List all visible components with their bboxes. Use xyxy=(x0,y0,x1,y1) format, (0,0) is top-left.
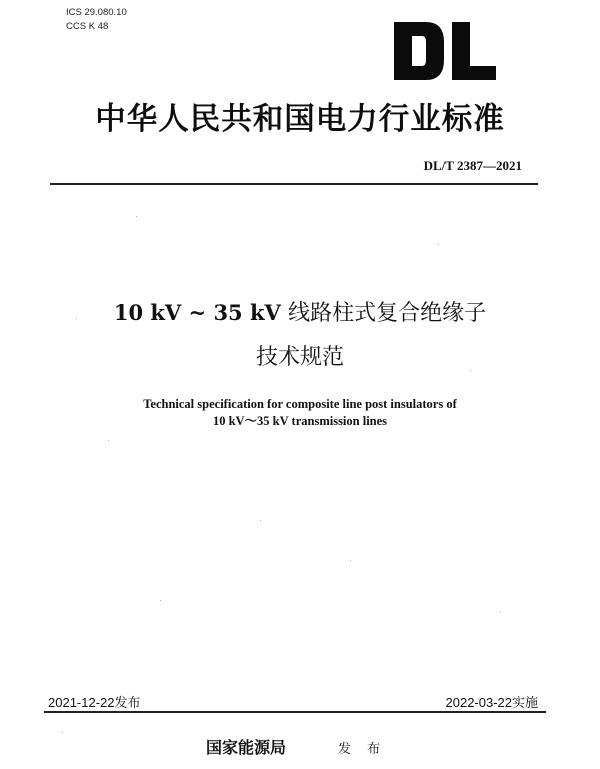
publisher-name: 国家能源局 xyxy=(206,738,287,757)
footer-divider xyxy=(44,711,546,713)
title-voltage-range: 10 kV ~ 35 kV xyxy=(113,300,281,325)
english-title xyxy=(60,396,540,430)
ccs-code: CCS K 48 xyxy=(66,21,109,32)
implementation-date: 2022-03-22实施 xyxy=(445,695,538,710)
title-subject: 线路柱式复合绝缘子 xyxy=(288,301,487,326)
standard-number: DL/T 2387—2021 xyxy=(423,158,522,173)
organization-title: 中华人民共和国电力行业标准 xyxy=(95,101,505,137)
chinese-title-line1 xyxy=(60,296,540,327)
publish-label: 发 布 xyxy=(338,742,387,757)
ics-code: ICS 29.080.10 xyxy=(66,7,127,18)
issue-date: 2021-12-22发布 xyxy=(48,695,141,710)
english-title-line1: Technical specification for composite line post insulators of xyxy=(143,397,457,411)
classification-codes xyxy=(66,6,127,34)
header-divider xyxy=(50,183,538,185)
chinese-title-line2: 技术规范 xyxy=(255,345,344,370)
english-title-line2: 10 kV～35 kV transmission lines xyxy=(212,414,388,428)
dl-logo xyxy=(392,16,498,86)
